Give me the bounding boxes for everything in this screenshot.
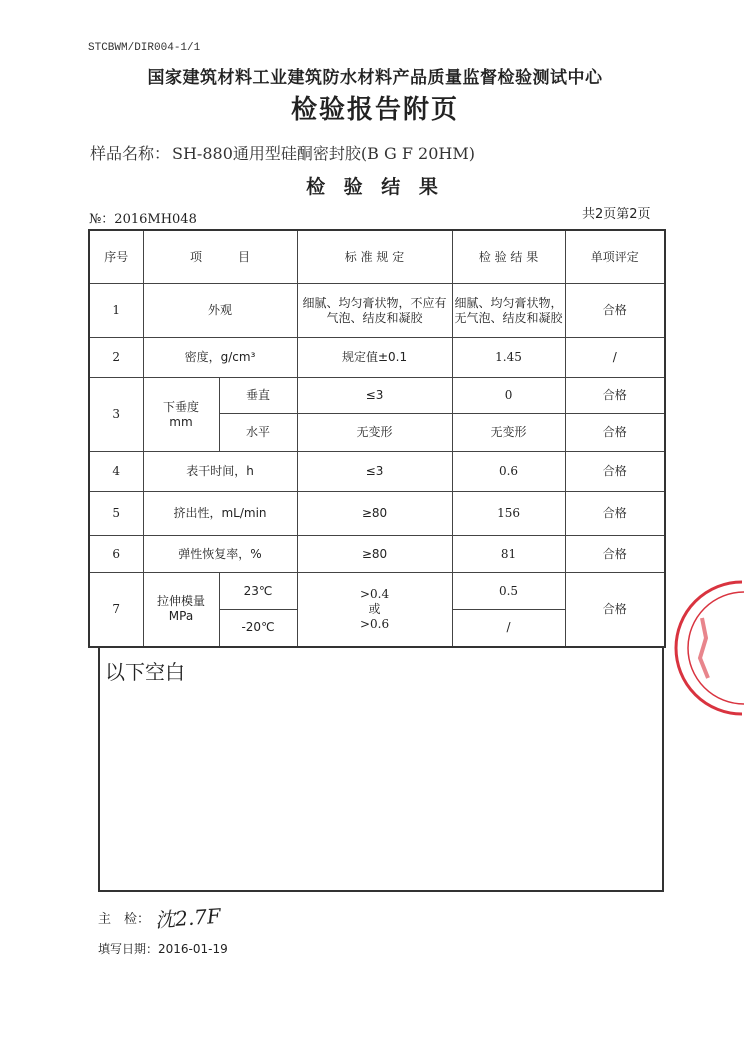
row-standard	[297, 573, 452, 647]
row-standard: ≥80	[297, 536, 452, 573]
row-no: 2	[89, 338, 143, 378]
row-item: 表干时间，h	[143, 452, 297, 492]
sample-name: SH-880通用型硅酮密封胶(B G F 20HM)	[172, 144, 475, 163]
sub-item-name: -20℃	[219, 610, 297, 647]
row-item: 外观	[143, 284, 297, 338]
row-result: /	[452, 610, 565, 647]
page-title: 检验报告附页	[290, 95, 459, 125]
row-rating: 合格	[565, 452, 665, 492]
row-rating: 合格	[565, 378, 665, 414]
page-info: 共2页第2页	[582, 207, 651, 222]
header-item: 项 目	[143, 230, 297, 284]
standard-option-a: >0.4	[359, 586, 390, 601]
row-item-unit: mm	[169, 414, 193, 429]
sample-name-line	[90, 141, 477, 164]
table-row	[89, 573, 665, 610]
table-row	[89, 338, 665, 378]
standard-or: 或	[368, 601, 381, 616]
table-row	[89, 492, 665, 536]
row-no: 1	[89, 284, 143, 338]
blank-note: 以下空白	[105, 660, 185, 684]
fill-date-line	[98, 940, 228, 957]
standard-option-b: >0.6	[359, 616, 390, 631]
row-result: 无变形	[452, 414, 565, 452]
document-code: STCBWM/DIR004-1/1	[88, 42, 201, 54]
row-standard: ≤3	[297, 378, 452, 414]
row-standard: ≥80	[297, 492, 452, 536]
fill-date-value: 2016-01-19	[158, 942, 228, 956]
row-standard: 细腻、均匀膏状物，不应有气泡、结皮和凝胶	[297, 284, 452, 338]
table-header-row	[89, 230, 665, 284]
inspector-signature: 沈2.7F	[154, 903, 222, 933]
header-no: 序号	[89, 230, 143, 284]
header-result: 检 验 结 果	[452, 230, 565, 284]
row-standard: 无变形	[297, 414, 452, 452]
row-rating: /	[565, 338, 665, 378]
table-row	[89, 452, 665, 492]
organization-name: 国家建筑材料工业建筑防水材料产品质量监督检验测试中心	[147, 68, 603, 88]
seal-stamp-icon	[672, 578, 750, 718]
fill-date-label: 填写日期：	[98, 942, 159, 956]
sub-item-name: 23℃	[219, 573, 297, 610]
row-item: 密度，g/cm³	[143, 338, 297, 378]
row-no: 5	[89, 492, 143, 536]
row-no: 3	[89, 378, 143, 452]
row-rating: 合格	[565, 414, 665, 452]
row-result: 156	[452, 492, 565, 536]
report-number: №：2016MH048	[89, 212, 197, 227]
row-rating: 合格	[565, 536, 665, 573]
inspector-label: 主 检：	[98, 912, 151, 927]
row-no: 6	[89, 536, 143, 573]
table-row	[89, 536, 665, 573]
row-standard: ≤3	[297, 452, 452, 492]
row-rating: 合格	[565, 573, 665, 647]
results-table	[88, 229, 666, 648]
sample-label: 样品名称：	[90, 144, 171, 163]
row-result: 0.5	[452, 573, 565, 610]
header-standard: 标 准 规 定	[297, 230, 452, 284]
table-row	[89, 378, 665, 414]
row-no: 4	[89, 452, 143, 492]
row-result: 0.6	[452, 452, 565, 492]
section-title: 检 验 结 果	[306, 176, 444, 198]
row-item-name: 拉伸模量	[156, 594, 205, 609]
row-item-unit: MPa	[168, 609, 194, 624]
row-result: 0	[452, 378, 565, 414]
row-item	[143, 573, 219, 647]
row-standard: 规定值±0.1	[297, 338, 452, 378]
row-item: 挤出性，mL/min	[143, 492, 297, 536]
row-no: 7	[89, 573, 143, 647]
sub-item-name: 水平	[219, 414, 297, 452]
row-result: 1.45	[452, 338, 565, 378]
seal-stamp-shape	[676, 582, 744, 714]
row-item: 弹性恢复率，%	[143, 536, 297, 573]
sub-item-name: 垂直	[219, 378, 297, 414]
row-result: 细腻、均匀膏状物，无气泡、结皮和凝胶	[452, 284, 565, 338]
row-rating: 合格	[565, 284, 665, 338]
row-result: 81	[452, 536, 565, 573]
header-rating: 单项评定	[565, 230, 665, 284]
table-row	[89, 284, 665, 338]
row-item-name: 下垂度	[162, 399, 199, 414]
row-rating: 合格	[565, 492, 665, 536]
row-item	[143, 378, 219, 452]
